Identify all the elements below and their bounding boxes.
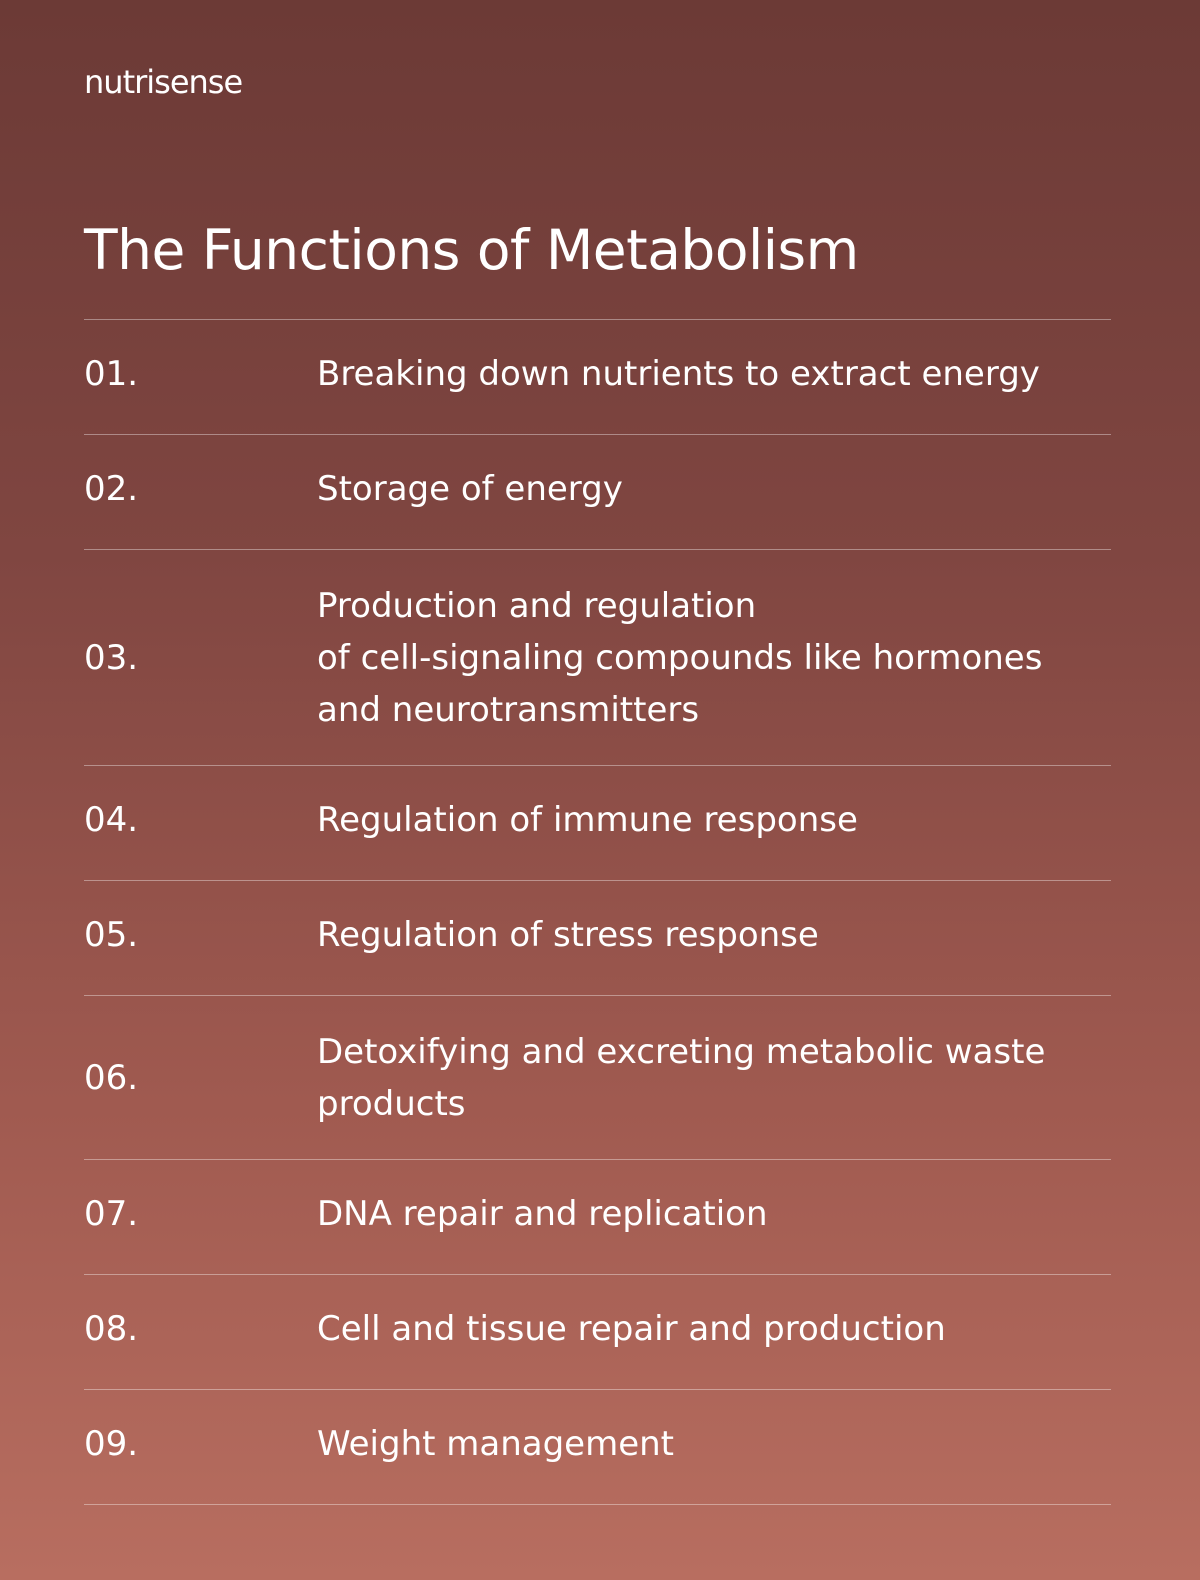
item-text: Regulation of immune response [317,800,858,840]
item-number: 07. [84,1194,139,1234]
item-number: 03. [84,637,139,678]
item-number: 06. [84,1057,139,1098]
list-item [84,550,1111,766]
list-item [84,996,1111,1160]
item-text: Regulation of stress response [317,915,819,955]
item-number: 02. [84,469,139,509]
list-item [84,766,1111,881]
item-number: 01. [84,354,139,394]
item-text: Production and regulation of cell-signaling compounds like hormones and neurotransmitters [317,585,1043,730]
list-item [84,881,1111,996]
brand-logo: nutrisense [84,63,243,101]
list-item [84,1390,1111,1505]
page-title: The Functions of Metabolism [84,218,859,282]
item-text: Detoxifying and excreting metabolic waste products [317,1031,1046,1124]
list-item [84,1160,1111,1275]
item-text: Weight management [317,1424,675,1464]
item-number: 09. [84,1424,139,1464]
list-item [84,320,1111,435]
item-text: Storage of energy [317,469,623,509]
item-text: Cell and tissue repair and production [317,1309,946,1349]
item-text: Breaking down nutrients to extract energy [317,354,1040,394]
item-number: 04. [84,800,139,840]
item-number: 05. [84,915,139,955]
item-number: 08. [84,1309,139,1349]
list-item [84,1275,1111,1390]
functions-list [84,319,1111,1505]
list-item [84,435,1111,550]
item-text: DNA repair and replication [317,1194,768,1234]
